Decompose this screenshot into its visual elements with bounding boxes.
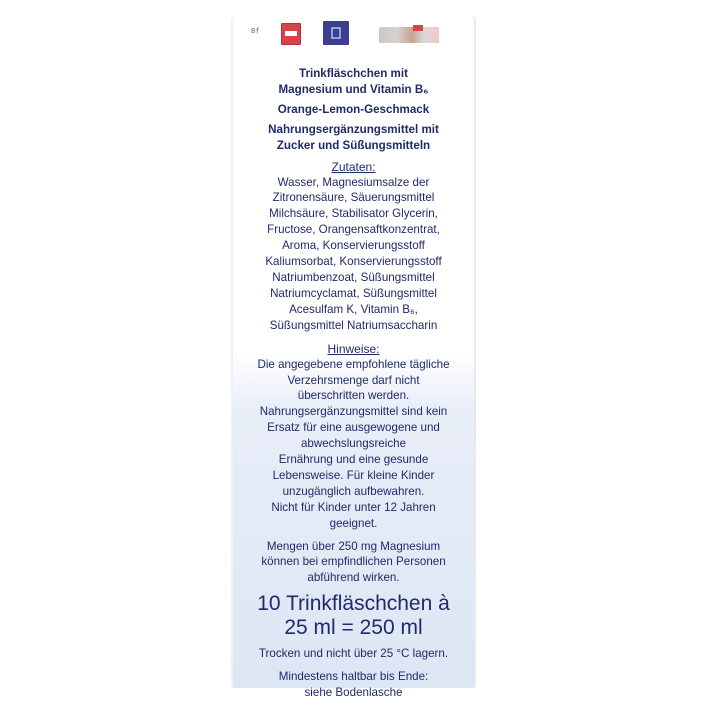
ingredients-line: Fructose, Orangensaftkonzentrat, <box>267 223 440 237</box>
ingredients-line: Milchsäure, Stabilisator Glycerin, <box>269 207 438 221</box>
top-print-marks <box>231 17 476 59</box>
product-box-side-panel <box>231 17 476 700</box>
notes-section <box>231 341 476 587</box>
ingredients-section <box>231 159 476 334</box>
notes-line: Ernährung und eine gesunde <box>278 453 429 467</box>
notes-line: abwechslungsreiche <box>300 437 407 451</box>
red-color-mark <box>281 23 301 45</box>
label-text <box>231 66 476 701</box>
product-title-line1: Trinkfläschchen mit <box>299 67 408 80</box>
notes-line: geeignet. <box>329 516 378 530</box>
ingredients-line: Natriumbenzoat, Süßungsmittel <box>272 270 435 284</box>
notes-heading: Hinweise: <box>327 341 380 356</box>
magnesium-warning-line: abführend wirken. <box>307 571 400 585</box>
ingredients-heading: Zutaten: <box>331 159 376 174</box>
package-contents <box>231 592 476 640</box>
storage-instructions: Trocken und nicht über 25 °C lagern. <box>258 647 449 661</box>
magnesium-warning-line: können bei empfindlichen Personen <box>261 555 446 569</box>
product-title-block <box>231 66 476 154</box>
notes-line: Ersatz für eine ausgewogene und <box>267 421 440 435</box>
ingredients-line: Kaliumsorbat, Konservierungsstoff <box>265 255 442 269</box>
print-code-label: 8f <box>251 27 260 35</box>
product-title-line2: Magnesium und Vitamin B₆ <box>278 82 429 96</box>
notes-line: Nahrungsergänzungsmittel sind kein <box>259 405 448 419</box>
magnesium-warning-line: Mengen über 250 mg Magnesium <box>266 539 441 553</box>
product-category-line2: Zucker und Süßungsmitteln <box>276 138 431 152</box>
ingredients-line: Aroma, Konservierungsstoff <box>282 239 425 253</box>
notes-line: Nicht für Kinder unter 12 Jahren <box>271 500 436 514</box>
best-before-line1: Mindestens haltbar bis Ende: <box>278 670 429 684</box>
package-contents-line2: 25 ml = 250 ml <box>284 616 423 640</box>
color-bar-mark <box>379 27 439 43</box>
product-flavor: Orange-Lemon-Geschmack <box>277 102 430 116</box>
best-before-line2: siehe Bodenlasche <box>304 686 403 700</box>
package-contents-line1: 10 Trinkfläschchen à <box>257 592 450 616</box>
ingredients-line: Natriumcyclamat, Süßungsmittel <box>270 286 437 300</box>
notes-line: unzugänglich aufbewahren. <box>282 484 425 498</box>
blue-logo-mark <box>323 21 349 45</box>
ingredients-line: Süßungsmittel Natriumsaccharin <box>269 318 438 332</box>
notes-line: Verzehrsmenge darf nicht <box>287 373 420 387</box>
notes-line: überschritten werden. <box>297 389 410 403</box>
notes-line: Die angegebene empfohlene tägliche <box>257 357 450 371</box>
product-category-line1: Nahrungsergänzungsmittel mit <box>268 122 439 136</box>
ingredients-line: Zitronensäure, Säuerungsmittel <box>272 191 435 205</box>
notes-line: Lebensweise. Für kleine Kinder <box>272 468 435 482</box>
ingredients-line: Acesulfam K, Vitamin B₆, <box>289 302 418 316</box>
ingredients-line: Wasser, Magnesiumsalze der <box>277 175 430 189</box>
